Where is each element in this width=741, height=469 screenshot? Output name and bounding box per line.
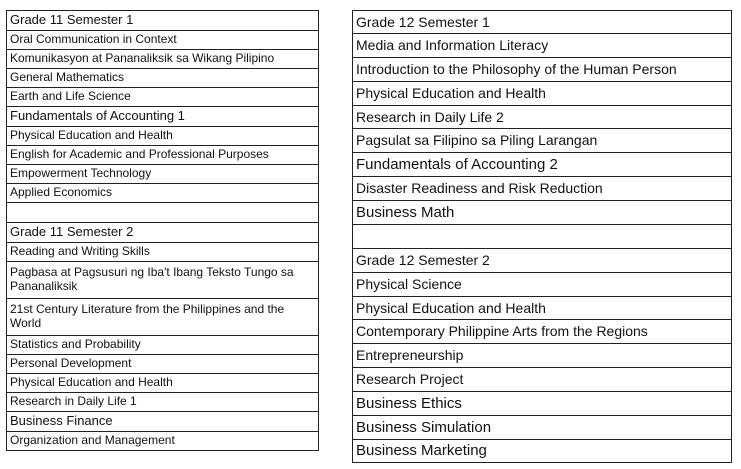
subject-cell: Komunikasyon at Pananaliksik sa Wikang Pilipino xyxy=(7,50,319,69)
subject-row xyxy=(7,412,319,432)
empty-cell xyxy=(353,225,732,249)
subject-row xyxy=(353,273,732,297)
subject-row xyxy=(7,11,319,31)
subject-cell: Research in Daily Life 1 xyxy=(7,393,319,412)
subject-row xyxy=(7,107,319,127)
subject-row xyxy=(353,34,732,58)
subject-cell: Organization and Management xyxy=(7,432,319,451)
subject-row xyxy=(353,82,732,106)
subject-row xyxy=(353,368,732,392)
subject-cell: Business Finance xyxy=(7,412,319,432)
subject-row xyxy=(353,11,732,34)
subject-row xyxy=(7,393,319,412)
subject-row xyxy=(7,88,319,107)
subject-cell: Disaster Readiness and Risk Reduction xyxy=(353,177,732,201)
subject-row xyxy=(353,320,732,344)
subject-cell: Empowerment Technology xyxy=(7,165,319,184)
subject-row xyxy=(7,336,319,355)
subject-row xyxy=(353,392,732,416)
subject-cell: Physical Education and Health xyxy=(353,297,732,320)
subject-row xyxy=(7,146,319,165)
subject-row xyxy=(353,153,732,177)
subject-row xyxy=(7,262,319,299)
subject-cell: Business Simulation xyxy=(353,416,732,440)
subject-row xyxy=(353,344,732,368)
subject-cell: Business Ethics xyxy=(353,392,732,416)
subject-row xyxy=(7,127,319,146)
subject-row xyxy=(353,201,732,225)
subject-cell: General Mathematics xyxy=(7,69,319,88)
subject-cell: Statistics and Probability xyxy=(7,336,319,355)
subject-cell: Pagsulat sa Filipino sa Piling Larangan xyxy=(353,129,732,153)
subject-cell: Physical Science xyxy=(353,273,732,297)
subject-cell: Applied Economics xyxy=(7,184,319,203)
subject-cell: Oral Communication in Context xyxy=(7,31,319,50)
subject-cell: Research in Daily Life 2 xyxy=(353,106,732,129)
subject-cell: Grade 11 Semester 2 xyxy=(7,223,319,243)
subject-row xyxy=(353,416,732,440)
subject-row xyxy=(7,223,319,243)
subject-cell: Earth and Life Science xyxy=(7,88,319,107)
subject-cell: English for Academic and Professional Purposes xyxy=(7,146,319,165)
subject-cell: Grade 12 Semester 1 xyxy=(353,11,732,34)
subject-row xyxy=(7,165,319,184)
subject-cell: Grade 11 Semester 1 xyxy=(7,11,319,31)
subject-cell: Physical Education and Health xyxy=(7,374,319,393)
grade-12-subjects-table xyxy=(352,10,732,463)
subject-row xyxy=(7,355,319,374)
subject-cell: Physical Education and Health xyxy=(353,82,732,106)
subject-row xyxy=(7,184,319,203)
subject-cell: Personal Development xyxy=(7,355,319,374)
subject-row xyxy=(7,50,319,69)
subject-row xyxy=(353,177,732,201)
subject-row xyxy=(7,432,319,451)
subject-cell: Introduction to the Philosophy of the Human Person xyxy=(353,58,732,82)
subject-row xyxy=(7,31,319,50)
subject-row xyxy=(353,129,732,153)
subject-cell: Reading and Writing Skills xyxy=(7,243,319,262)
subject-cell: Research Project xyxy=(353,368,732,392)
subject-row xyxy=(7,299,319,336)
subject-row xyxy=(353,58,732,82)
grade-11-subjects-table xyxy=(6,10,319,451)
subject-cell: Fundamentals of Accounting 1 xyxy=(7,107,319,127)
subject-cell: Media and Information Literacy xyxy=(353,34,732,58)
subject-cell: Entrepreneurship xyxy=(353,344,732,368)
subject-row xyxy=(7,69,319,88)
subject-cell: Pagbasa at Pagsusuri ng Iba't Ibang Teksto Tungo sa Pananaliksik xyxy=(7,262,319,299)
subject-cell: Contemporary Philippine Arts from the Regions xyxy=(353,320,732,344)
subject-row xyxy=(353,106,732,129)
subject-row xyxy=(353,297,732,320)
subject-row xyxy=(7,203,319,223)
subject-row xyxy=(7,374,319,393)
subject-cell: Grade 12 Semester 2 xyxy=(353,249,732,273)
subject-cell: Physical Education and Health xyxy=(7,127,319,146)
subject-cell: 21st Century Literature from the Philippines and the World xyxy=(7,299,319,336)
subject-row xyxy=(353,225,732,249)
subject-row xyxy=(353,440,732,463)
subject-cell: Fundamentals of Accounting 2 xyxy=(353,153,732,177)
subject-row xyxy=(7,243,319,262)
empty-cell xyxy=(7,203,319,223)
subject-cell: Business Math xyxy=(353,201,732,225)
subject-cell: Business Marketing xyxy=(353,440,732,463)
subject-row xyxy=(353,249,732,273)
